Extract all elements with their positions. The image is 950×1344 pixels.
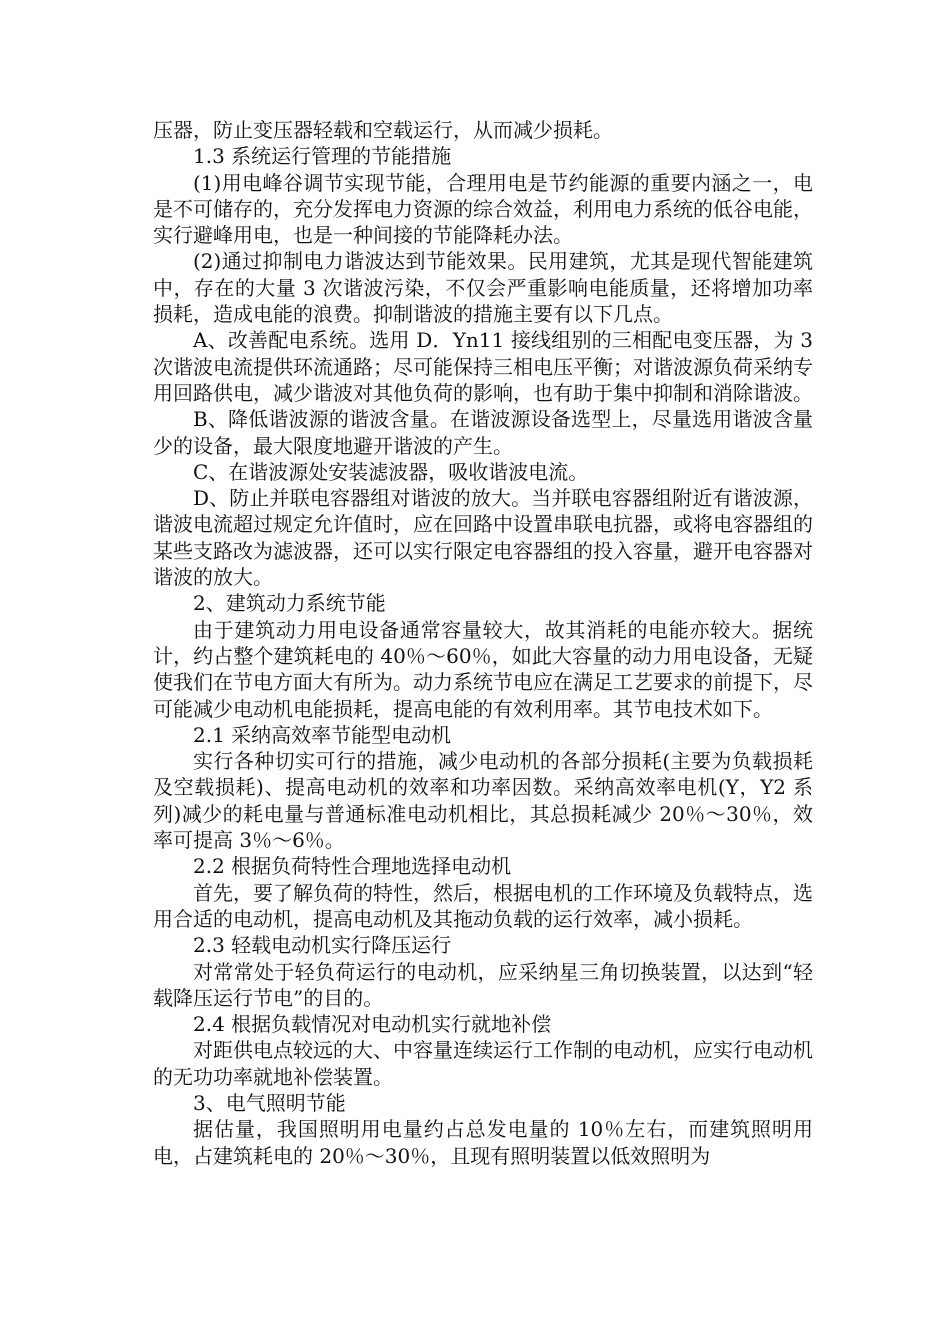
- paragraph-continuation: 压器，防止变压器轻载和空载运行，从而减少损耗。: [153, 118, 613, 142]
- heading-2-3: 2.3 轻载电动机实行降压运行: [193, 933, 452, 958]
- list-item-c: C、在谐波源处安装滤波器，吸收谐波电流。: [193, 459, 589, 484]
- paragraph: 由于建筑动力用电设备通常容量较大，故其消耗的电能亦较大。据统计，约占整个建筑耗电的 40％～60％，如此大容量的动力用电设备，无疑使我们在节电方面大有所为。动力系统节电应在满足工艺要求的前提下，尽可能减少电动机电能损耗，提高电能的有效利用率。其节电技术如下。: [153, 617, 813, 721]
- heading-2-4: 2.4 根据负载情况对电动机实行就地补偿: [193, 1012, 552, 1037]
- list-item-b: B、降低谐波源的谐波含量。在谐波源设备选型上，尽量选用谐波含量少的设备，最大限度地避开谐波的产生。: [153, 407, 813, 458]
- paragraph: 首先，要了解负荷的特性，然后，根据电机的工作环境及负载特点，选用合适的电动机，提高电动机及其拖动负载的运行效率，减小损耗。: [153, 880, 813, 931]
- heading-2-2: 2.2 根据负荷特性合理地选择电动机: [193, 854, 512, 879]
- paragraph: 实行各种切实可行的措施，减少电动机的各部分损耗(主要为负载损耗及空载损耗)、提高电动机的效率和功率因数。采纳高效率电机(Y，Y2 系列)减少的耗电量与普通标准电动机相比，其总损耗减少 20％～30％，效率可提高 3％～6％。: [153, 749, 813, 853]
- list-item-a: A、改善配电系统。选用 D．Yn11 接线组别的三相配电变压器，为 3 次谐波电流提供环流通路；尽可能保持三相电压平衡；对谐波源负荷采纳专用回路供电，减少谐波对其他负荷的影响，也有助于集中抑制和消除谐波。: [153, 328, 813, 405]
- paragraph: 对常常处于轻负荷运行的电动机，应采纳星三角切换装置，以达到“轻载降压运行节电”的目的。: [153, 959, 813, 1010]
- paragraph: (2)通过抑制电力谐波达到节能效果。民用建筑，尤其是现代智能建筑中，存在的大量 3 次谐波污染，不仅会严重影响电能质量，还将增加功率损耗，造成电能的浪费。抑制谐波的措施主要有以下几点。: [153, 249, 813, 327]
- heading-2: 2、建筑动力系统节能: [193, 591, 386, 616]
- document-body: [153, 117, 813, 1169]
- paragraph: 据估量，我国照明用电量约占总发电量的 10％左右，而建筑照明用电，占建筑耗电的 20％～30％，且现有照明装置以低效照明为: [153, 1117, 813, 1168]
- heading-3: 3、电气照明节能: [193, 1090, 346, 1115]
- heading-1-3: 1.3 系统运行管理的节能措施: [193, 144, 452, 169]
- list-item-d: D、防止并联电容器组对谐波的放大。当并联电容器组附近有谐波源，谐波电流超过规定允许值时，应在回路中设置串联电抗器，或将电容器组的某些支路改为滤波器，还可以实行限定电容器组的投入容量，避开电容器对谐波的放大。: [153, 486, 813, 590]
- paragraph: 对距供电点较远的大、中容量连续运行工作制的电动机，应实行电动机的无功功率就地补偿装置。: [153, 1038, 813, 1089]
- heading-2-1: 2.1 采纳高效率节能型电动机: [193, 722, 452, 747]
- paragraph: (1)用电峰谷调节实现节能，合理用电是节约能源的重要内涵之一，电是不可储存的，充分发挥电力资源的综合效益，利用电力系统的低谷电能，实行避峰用电，也是一种间接的节能降耗办法。: [153, 170, 813, 248]
